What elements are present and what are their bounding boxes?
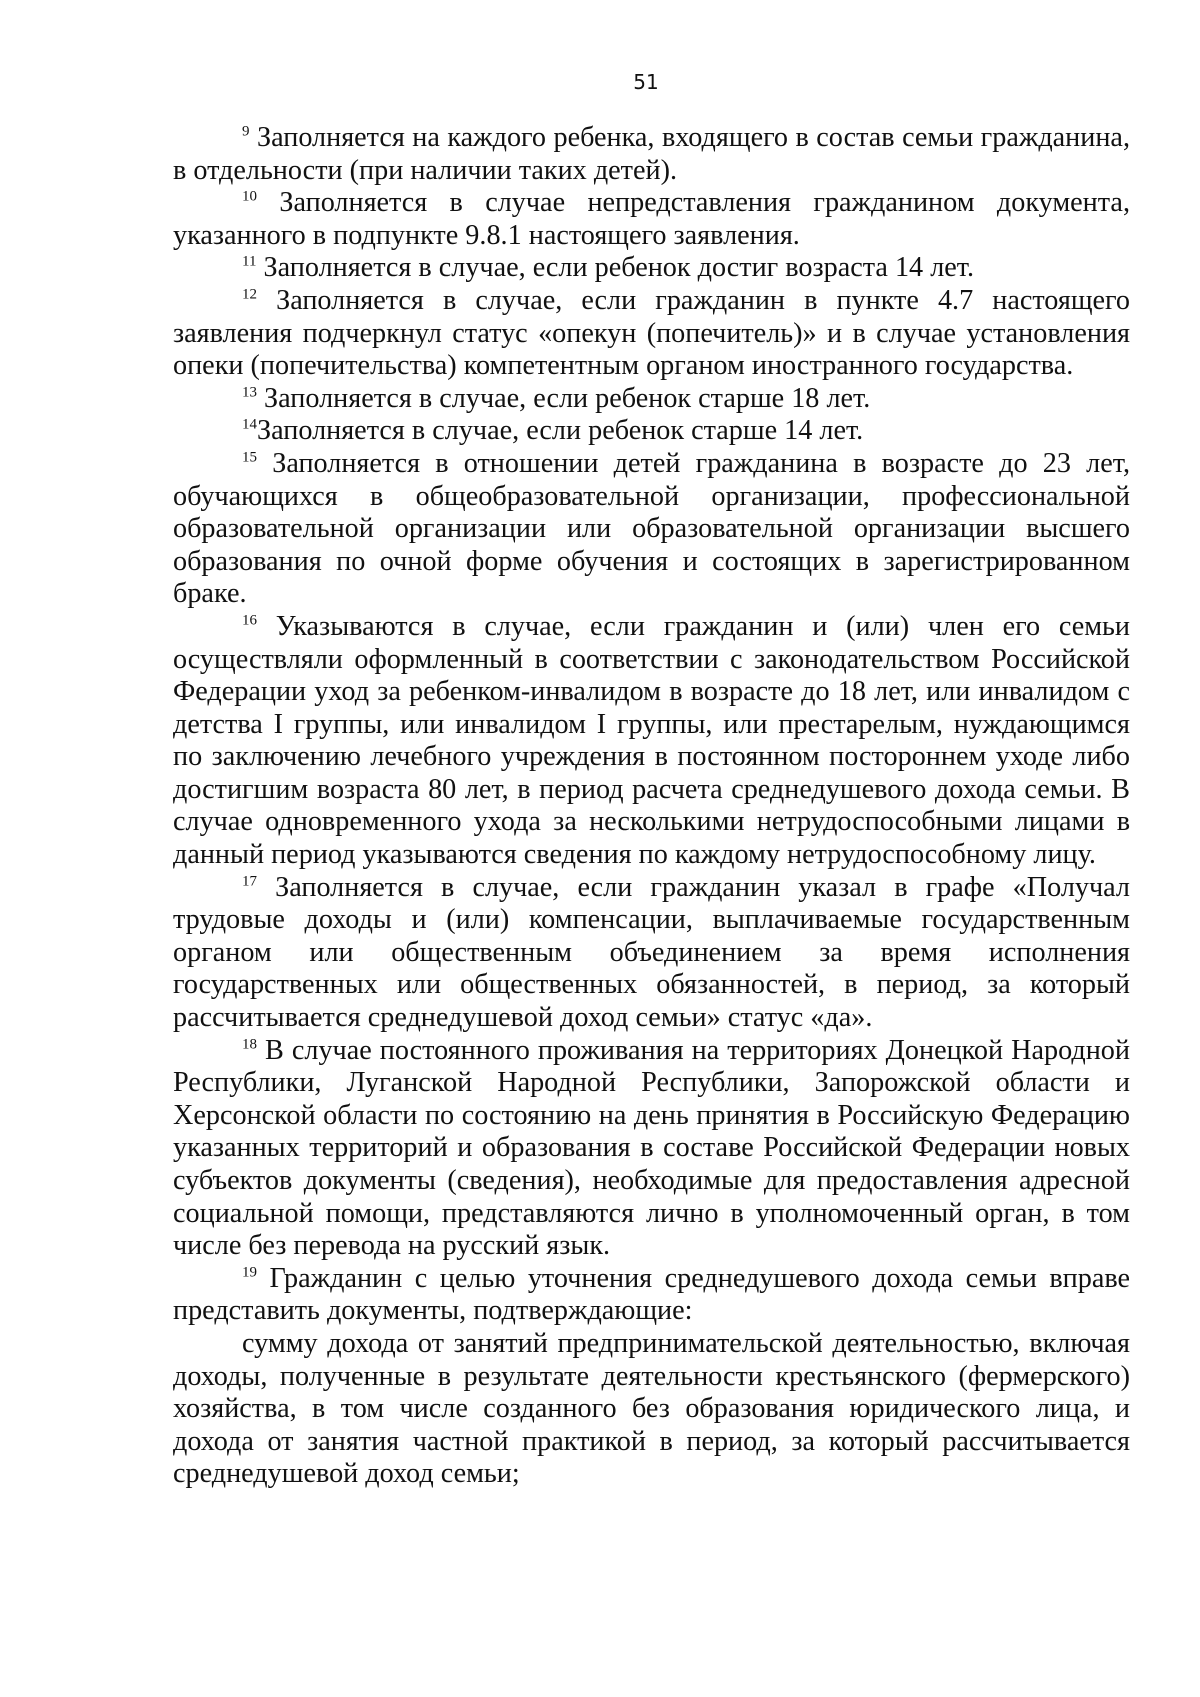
document-body xyxy=(173,122,1130,1491)
footnote-marker: 19 xyxy=(242,1264,257,1281)
footnote-marker: 16 xyxy=(242,612,257,629)
footnote-16 xyxy=(173,611,1130,872)
footnote-13 xyxy=(173,383,1130,416)
income-paragraph: сумму дохода от занятий предпринимательской деятельностью, включая доходы, полученные в результате деятельности крестьянского (фермерского) хозяйства, в том числе созданного без образования юридического лица, и дохода от занятия частной практикой в период, за который рассчитывается среднедушевой доход семьи; xyxy=(173,1327,1130,1490)
footnote-marker: 12 xyxy=(242,286,257,303)
footnote-text: Заполняется в случае, если гражданин указал в графе «Получал трудовые доходы и (или) компенсации, выплачиваемые государственным органом или общественным объединением за время исполнения государственных или общественных обязанностей, в период, за который рассчитывается среднедушевой доход семьи» статус «да». xyxy=(173,871,1130,1034)
footnote-12 xyxy=(173,285,1130,383)
footnote-marker: 10 xyxy=(242,188,257,205)
footnote-10 xyxy=(173,187,1130,252)
footnote-text: Указываются в случае, если гражданин и (или) член его семьи осуществляли оформленный в соответствии с законодательством Российской Федерации уход за ребенком-инвалидом в возрасте до 18 лет, или инвалидом с детства I группы, или инвалидом I группы, или престарелым, нуждающимся по заключению лечебного учреждения в постоянном постороннем уходе либо достигшим возраста 80 лет, в период расчета среднедушевого дохода семьи. В случае одновременного ухода за несколькими нетрудоспособными лицами в данный период указываются сведения по каждому нетрудоспособному лицу. xyxy=(173,610,1130,871)
footnote-marker: 11 xyxy=(242,253,257,270)
footnote-9 xyxy=(173,122,1130,187)
page-number: 51 xyxy=(633,70,659,94)
footnote-18 xyxy=(173,1035,1130,1263)
footnote-text: Гражданин с целью уточнения среднедушевого дохода семьи вправе представить документы, подтверждающие: xyxy=(173,1262,1130,1327)
footnote-17 xyxy=(173,872,1130,1035)
footnote-marker: 9 xyxy=(242,123,250,140)
footnote-marker: 15 xyxy=(242,449,257,466)
footnote-marker: 14 xyxy=(242,416,257,433)
footnote-text: Заполняется в отношении детей гражданина в возрасте до 23 лет, обучающихся в общеобразовательной организации, профессиональной образовательной организации или образовательной организации высшего образования по очной форме обучения и состоящих в зарегистрированном браке. xyxy=(173,447,1130,610)
footnote-text: Заполняется в случае, если гражданин в пункте 4.7 настоящего заявления подчеркнул статус «опекун (попечитель)» и в случае установления опеки (попечительства) компетентным органом иностранного государства. xyxy=(173,284,1130,382)
footnote-marker: 17 xyxy=(242,873,257,890)
footnote-text: Заполняется в случае непредставления гражданином документа, указанного в подпункте 9.8.1 настоящего заявления. xyxy=(173,187,1130,251)
footnote-11 xyxy=(173,252,1130,285)
footnote-text: Заполняется на каждого ребенка, входящего в состав семьи гражданина, в отдельности (при наличии таких детей). xyxy=(173,122,1130,186)
footnote-15 xyxy=(173,448,1130,611)
footnote-text: Заполняется в случае, если ребенок старше 14 лет. xyxy=(257,415,864,447)
footnote-text: Заполняется в случае, если ребенок достиг возраста 14 лет. xyxy=(256,252,975,284)
footnote-text: В случае постоянного проживания на территориях Донецкой Народной Республики, Луганской Народной Республики, Запорожской области и Херсонской области по состоянию на день принятия в Российскую Федерацию указанных территорий и образования в составе Российской Федерации новых субъектов документы (сведения), необходимые для предоставления адресной социальной помощи, представляются лично в уполномоченный орган, в том числе без перевода на русский язык. xyxy=(173,1034,1130,1262)
footnote-marker: 18 xyxy=(242,1036,257,1053)
footnote-text: Заполняется в случае, если ребенок старше 18 лет. xyxy=(257,382,871,414)
footnote-14 xyxy=(173,415,1130,448)
footnote-marker: 13 xyxy=(242,384,257,401)
footnote-19 xyxy=(173,1263,1130,1328)
